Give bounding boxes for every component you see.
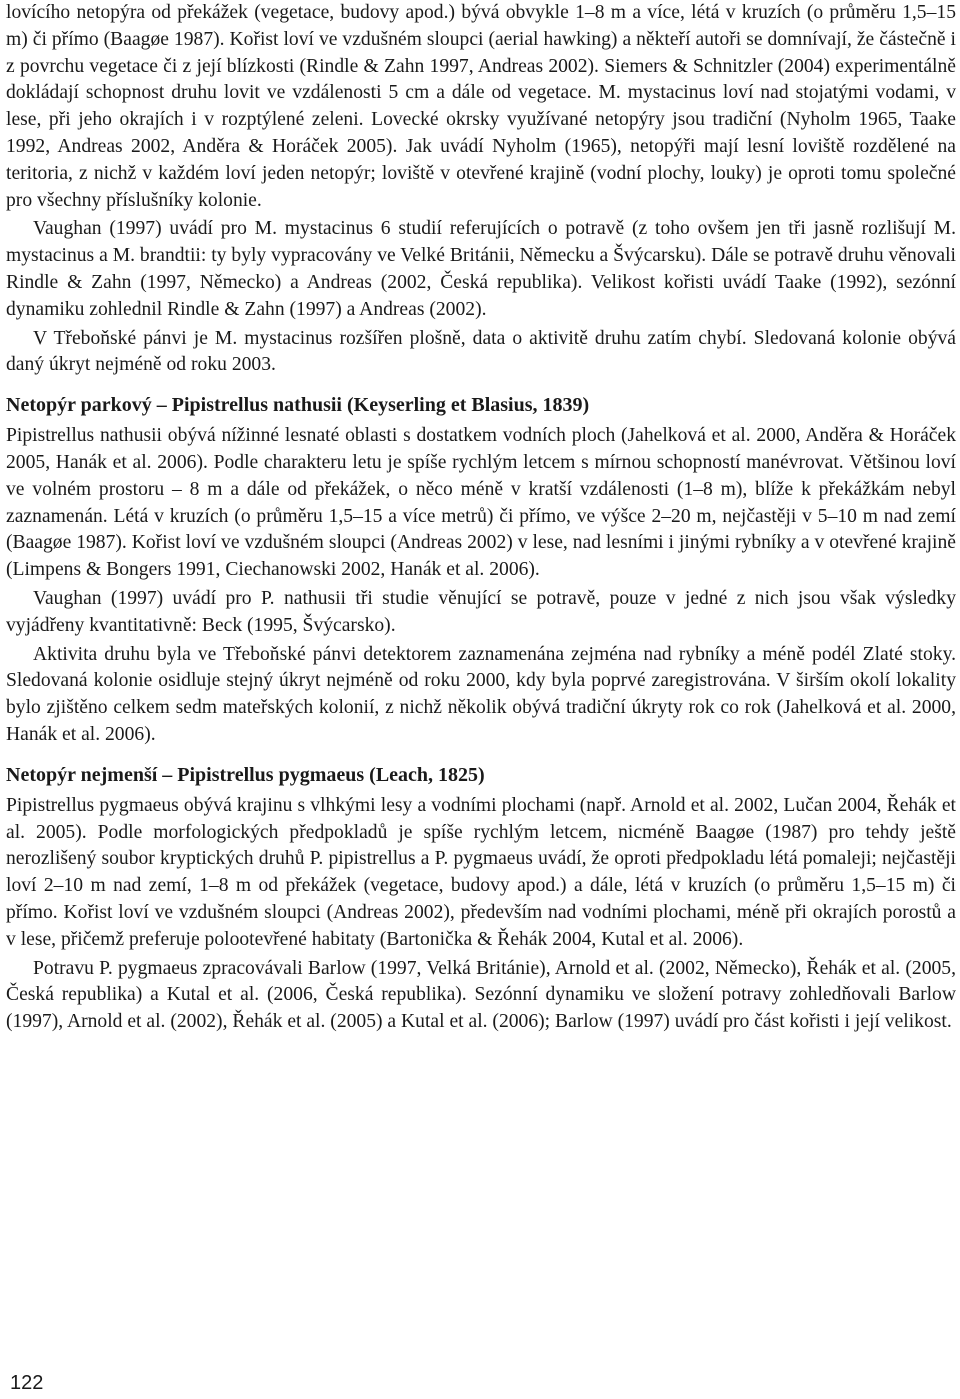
paragraph-nathusii-trebon: Aktivita druhu byla ve Třeboňské pánvi detektorem zaznamenána zejména nad rybníky a méně podél Zlaté stoky. Sledovaná kolonie osidluje stejný úkryt nejméně od roku 2000, kdy byla poprvé zaregistrována. V širším okolí lokality bylo zjištěno celkem sedm mateřských kolonií, z nichž několik obývá tradiční úkryty rok co rok (Jahelková et al. 2000, Hanák et al. 2006).	[6, 643, 956, 745]
paragraph-myotis-trebon: V Třeboňské pánvi je M. mystacinus rozšířen plošně, data o aktivitě druhu zatím chybí. Sledovaná kolonie obývá daný úkryt nejméně od roku 2003.	[6, 327, 956, 376]
heading-pipistrellus-pygmaeus: Netopýr nejmenší – Pipistrellus pygmaeus (Leach, 1825)	[6, 763, 485, 786]
paragraph-myotis-diet: Vaughan (1997) uvádí pro M. mystacinus 6 studií referujících o potravě (z toho ovšem jen tři jasně rozlišují M. mystacinus a M. brandtii: ty byly vypracovány ve Velké Británii, Německu a Švýcarsku). Dále se potravě druhu věnovali Rindle & Zahn (1997, Německo) a Andreas (2002, Česká republika). Velikost kořisti uvádí Taake (1992), sezónní dynamiku zohlednil Rindle & Zahn (1997) a Andreas (2002).	[6, 218, 956, 320]
paragraph-nathusii-diet: Vaughan (1997) uvádí pro P. nathusii tři studie věnující se potravě, pouze v jedné z nich jsou však výsledky vyjádřeny kvantitativně: Beck (1995, Švýcarsko).	[6, 587, 956, 636]
paragraph-myotis-foraging: lovícího netopýra od překážek (vegetace, budovy apod.) bývá obvykle 1–8 m a více, létá v kruzích (o průměru 1,5–15 m) či přímo (Baagøe 1987). Kořist loví ve vzdušném sloupci (aerial hawking) a někteří autoři se domnívají, že částečně i z povrchu vegetace či z její blízkosti (Rindle & Zahn 1997, Andreas 2002). Siemers & Schnitzler (2004) experimentálně dokládají schopnost druhu lovit ve vzdálenosti 5 cm a dále od vegetace. M. mystacinus loví nad stojatými vodami, v lese, při jeho okrajích i v rozptýlené zeleni. Lovecké okrsky využívané netopýry jsou tradiční (Nyholm 1965, Taake 1992, Andreas 2002, Anděra & Horáček 2005). Jak uvádí Nyholm (1965), netopýři mají lesní loviště rozdělené na teritoria, z nichž v každém loví jeden netopýr; loviště v otevřené krajině (vodní plochy, louky) je oproti tomu společné pro všechny příslušníky kolonie.	[6, 2, 956, 211]
page-number: 122	[10, 1372, 44, 1394]
paragraph-pygmaeus-diet: Potravu P. pygmaeus zpracovávali Barlow (1997, Velká Británie), Arnold et al. (2002, Německo), Řehák et al. (2005, Česká republika) a Kutal et al. (2006, Česká republika). Sezónní dynamiku ve složení potravy zohledňovali Barlow (1997), Arnold et al. (2002), Řehák et al. (2005) a Kutal et al. (2006); Barlow (1997) uvádí pro část kořisti i její velikost.	[6, 957, 956, 1033]
document-page	[6, 0, 956, 1036]
paragraph-nathusii-habitat: Pipistrellus nathusii obývá nížinné lesnaté oblasti s dostatkem vodních ploch (Jahelková et al. 2000, Anděra & Horáček 2005, Hanák et al. 2006). Podle charakteru letu je spíše rychlým letcem s mírnou schopností manévrovat. Většinou loví ve volném prostoru – 8 m a dále od překážek, o něco méně v kratší vzdálenosti (1–8 m), blíže k překážkám nebyl zaznamenán. Létá v kruzích (o průměru 1,5–15 a více metrů) či přímo, ve výšce 2–20 m, nejčastěji v 5–10 m nad zemí (Baagøe 1987). Kořist loví ve vzdušném sloupci (Andreas 2002) v lese, nad lesními i jinými rybníky a v otevřené krajině (Limpens & Bongers 1991, Ciechanowski 2002, Hanák et al. 2006).	[6, 425, 956, 581]
paragraph-pygmaeus-habitat: Pipistrellus pygmaeus obývá krajinu s vlhkými lesy a vodními plochami (např. Arnold et al. 2002, Lučan 2004, Řehák et al. 2005). Podle morfologických předpokladů je spíše rychlým letcem, nicméně Baagøe (1987) pro tehdy ještě nerozlišený soubor kryptických druhů P. pipistrellus a P. pygmaeus uvádí, že oproti předpokladu létá pomaleji; nejčastěji loví 2–10 m nad zemí, 1–8 m od překážek (vegetace, budovy apod.) a dále, létá v kruzích (o průměru 1,5–15 m) či přímo. Kořist loví ve vzdušném sloupci (Andreas 2002), především nad vodními plochami, méně při okrajích porostů a v lese, přičemž preferuje polootevřené habitaty (Bartonička & Řehák 2004, Kutal et al. 2006).	[6, 794, 956, 950]
heading-pipistrellus-nathusii: Netopýr parkový – Pipistrellus nathusii (Keyserling et Blasius, 1839)	[6, 394, 590, 417]
